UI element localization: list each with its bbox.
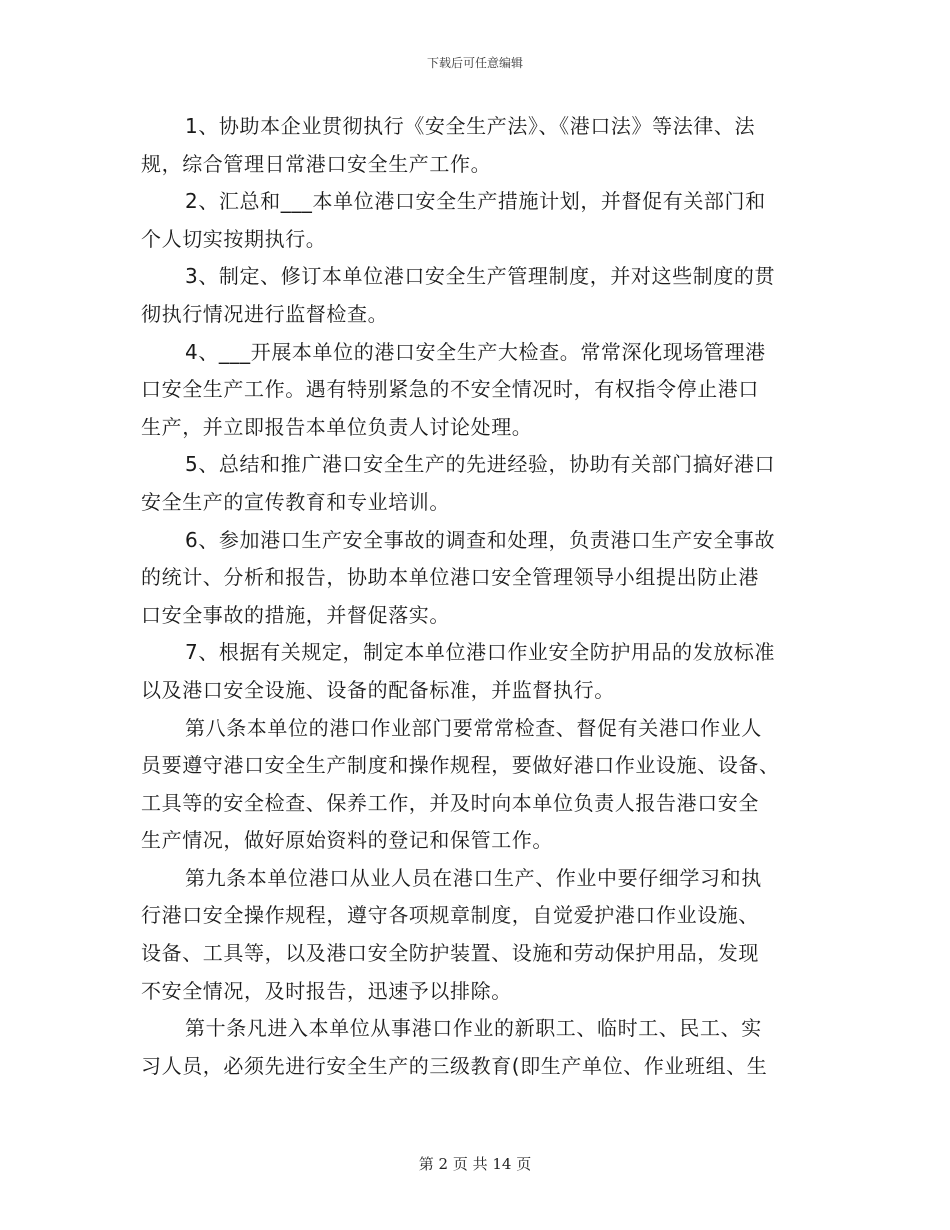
- body-text: [141, 108, 811, 1085]
- text-line: 3、制定、修订本单位港口安全生产管理制度，并对这些制度的贯: [185, 264, 776, 289]
- text-line: 个人切实按期执行。: [141, 226, 327, 251]
- text-line: 2、汇总和___本单位港口安全生产措施计划，并督促有关部门和: [185, 189, 766, 214]
- text-line: 第九条本单位港口从业人员在港口生产、作业中要仔细学习和执: [185, 865, 762, 890]
- header-note: 下载后可任意编辑: [426, 56, 523, 70]
- text-line: 以及港口安全设施、设备的配备标准，并监督执行。: [141, 677, 615, 702]
- text-line: 4、___开展本单位的港口安全生产大检查。常常深化现场管理港: [185, 339, 766, 364]
- text-line: 第十条凡进入本单位从事港口作业的新职工、临时工、民工、实: [185, 1016, 762, 1041]
- text-line: 工具等的安全检查、保养工作，并及时向本单位负责人报告港口安全: [141, 790, 759, 815]
- page-number: 第 2 页 共 14 页: [418, 1155, 532, 1173]
- text-line: 彻执行情况进行监督检查。: [141, 301, 389, 326]
- text-line: 习人员，必须先进行安全生产的三级教育(即生产单位、作业班组、生: [141, 1053, 768, 1078]
- text-line: 员要遵守港口安全生产制度和操作规程，要做好港口作业设施、设备、: [141, 753, 780, 778]
- text-line: 的统计、分析和报告，协助本单位港口安全管理领导小组提出防止港: [141, 565, 759, 590]
- text-line: 口安全事故的措施，并督促落实。: [141, 602, 450, 627]
- text-line: 行港口安全操作规程，遵守各项规章制度，自觉爱护港口作业设施、: [141, 903, 759, 928]
- text-line: 口安全生产工作。遇有特别紧急的不安全情况时，有权指令停止港口: [141, 377, 759, 402]
- text-line: 规，综合管理日常港口安全生产工作。: [141, 151, 492, 176]
- text-line: 设备、工具等，以及港口安全防护装置、设施和劳动保护用品，发现: [141, 941, 759, 966]
- text-line: 7、根据有关规定，制定本单位港口作业安全防护用品的发放标准: [185, 640, 776, 665]
- text-line: 安全生产的宣传教育和专业培训。: [141, 489, 450, 514]
- text-line: 生产，并立即报告本单位负责人讨论处理。: [141, 414, 533, 439]
- text-line: 5、总结和推广港口安全生产的先进经验，协助有关部门搞好港口: [185, 452, 776, 477]
- text-line: 6、参加港口生产安全事故的调查和处理，负责港口生产安全事故: [185, 527, 776, 552]
- text-line: 第八条本单位的港口作业部门要常常检查、督促有关港口作业人: [185, 715, 762, 740]
- text-line: 不安全情况，及时报告，迅速予以排除。: [141, 978, 512, 1003]
- text-line: 生产情况，做好原始资料的登记和保管工作。: [141, 828, 553, 853]
- text-line: 1、协助本企业贯彻执行《安全生产法》、《港口法》等法律、法: [185, 114, 756, 138]
